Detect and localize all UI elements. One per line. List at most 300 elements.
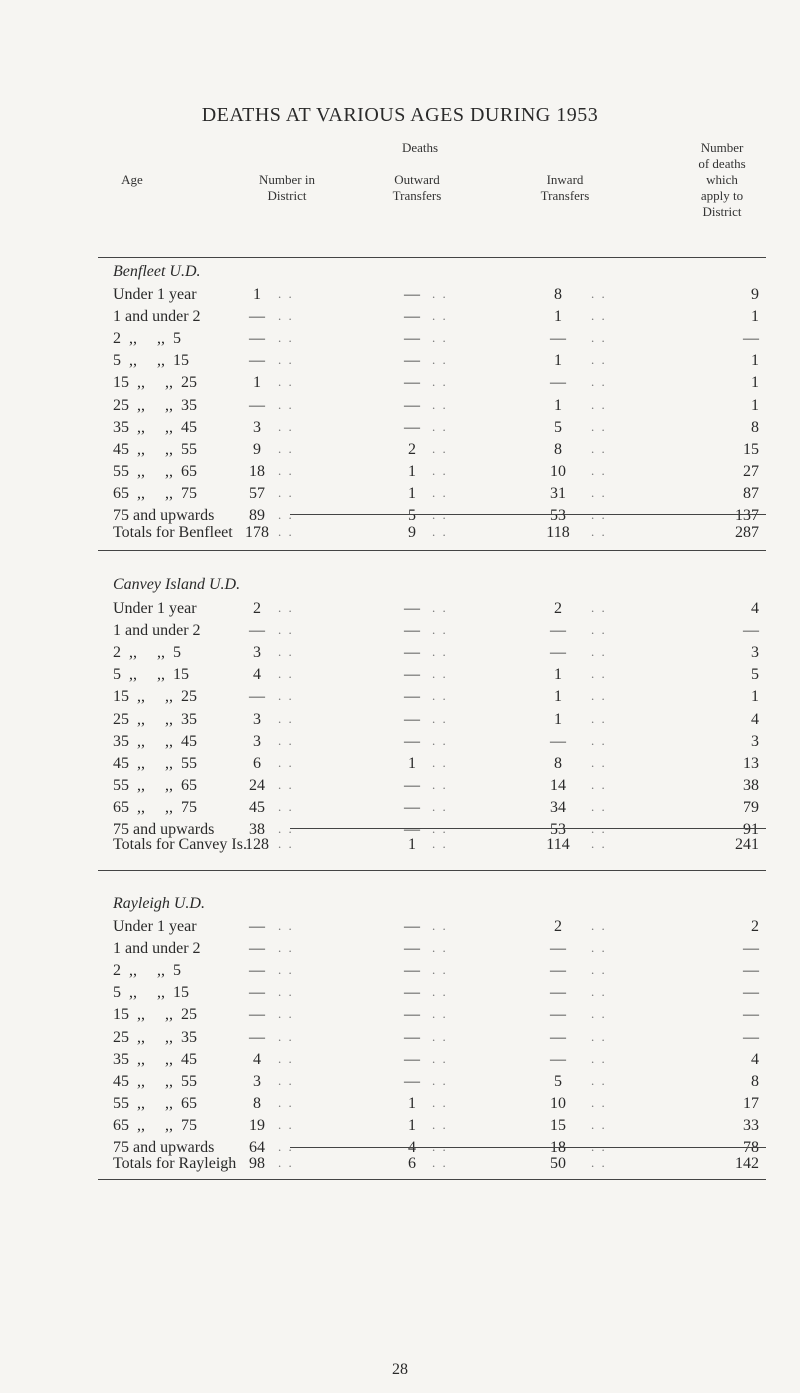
inward-transfers-cell: — [550, 1051, 566, 1068]
outward-transfers-cell: — [404, 352, 420, 369]
leader-dots: . . [591, 1051, 607, 1066]
outward-transfers-cell: — [404, 984, 420, 1001]
totals-rule [290, 828, 766, 829]
number-in-district-cell: 24 [249, 777, 265, 794]
table-row [0, 688, 800, 710]
number-in-district-cell: 1 [253, 286, 261, 303]
number-in-district-cell: — [249, 962, 265, 979]
age-label: Under 1 year [113, 918, 197, 935]
deaths-apply-to-district-cell: 38 [743, 777, 759, 794]
table-row [0, 1073, 800, 1095]
deaths-apply-to-district-cell: 8 [751, 419, 759, 436]
leader-dots: . . [591, 733, 607, 748]
table-row [0, 755, 800, 777]
leader-dots: . . [278, 777, 294, 792]
age-label: 35 ,, ,, 45 [113, 1051, 197, 1068]
number-in-district-cell: 3 [253, 1073, 261, 1090]
inward-transfers-cell: 34 [550, 799, 566, 816]
table-row [0, 940, 800, 962]
leader-dots: . . [432, 1139, 448, 1154]
inward-transfers-cell: — [550, 940, 566, 957]
deaths-apply-to-district-cell: — [743, 962, 759, 979]
outward-transfers-cell: 9 [408, 524, 416, 541]
age-label: 55 ,, ,, 65 [113, 777, 197, 794]
deaths-apply-to-district-cell: 4 [751, 600, 759, 617]
header-line: Number [700, 140, 744, 155]
inward-transfers-cell: 8 [554, 441, 562, 458]
inward-transfers-cell: — [550, 644, 566, 661]
outward-transfers-cell: — [404, 688, 420, 705]
leader-dots: . . [591, 962, 607, 977]
inward-transfers-cell: 2 [554, 918, 562, 935]
leader-dots: . . [278, 286, 294, 301]
number-in-district-cell: — [249, 352, 265, 369]
number-in-district-cell: 64 [249, 1139, 265, 1156]
leader-dots: . . [591, 524, 607, 539]
table-row [0, 777, 800, 799]
leader-dots: . . [591, 286, 607, 301]
leader-dots: . . [432, 1029, 448, 1044]
leader-dots: . . [591, 1073, 607, 1088]
header-line: District [267, 188, 307, 203]
table-row [0, 600, 800, 622]
totals-label: Totals for Rayleigh [113, 1155, 237, 1172]
leader-dots: . . [278, 836, 294, 851]
age-label: 15 ,, ,, 25 [113, 1006, 197, 1023]
deaths-apply-to-district-cell: — [743, 940, 759, 957]
age-label: 45 ,, ,, 55 [113, 755, 197, 772]
number-in-district-cell: 4 [253, 1051, 261, 1068]
leader-dots: . . [432, 330, 448, 345]
header-line: Number in [259, 172, 315, 187]
number-in-district-cell: 4 [253, 666, 261, 683]
section-rule [98, 550, 766, 551]
inward-transfers-cell: — [550, 733, 566, 750]
leader-dots: . . [278, 1073, 294, 1088]
leader-dots: . . [432, 286, 448, 301]
totals-label: Totals for Benfleet [113, 524, 233, 541]
leader-dots: . . [591, 1006, 607, 1021]
inward-transfers-cell: 10 [550, 463, 566, 480]
age-label: 2 ,, ,, 5 [113, 644, 181, 661]
totals-row [0, 524, 800, 546]
leader-dots: . . [278, 352, 294, 367]
deaths-apply-to-district-cell: 1 [751, 352, 759, 369]
table-row [0, 286, 800, 308]
number-in-district-cell: 1 [253, 374, 261, 391]
leader-dots: . . [432, 524, 448, 539]
leader-dots: . . [278, 600, 294, 615]
table-row [0, 918, 800, 940]
totals-label: Totals for Canvey Is. [113, 836, 247, 853]
leader-dots: . . [591, 918, 607, 933]
deaths-apply-to-district-cell: 9 [751, 286, 759, 303]
number-in-district-cell: 8 [253, 1095, 261, 1112]
age-label: 1 and under 2 [113, 622, 201, 639]
leader-dots: . . [591, 622, 607, 637]
deaths-apply-to-district-cell: 87 [743, 485, 759, 502]
age-label: 75 and upwards [113, 821, 215, 838]
leader-dots: . . [278, 755, 294, 770]
leader-dots: . . [432, 777, 448, 792]
leader-dots: . . [591, 799, 607, 814]
table-row [0, 1095, 800, 1117]
number-in-district-cell: 19 [249, 1117, 265, 1134]
leader-dots: . . [278, 688, 294, 703]
number-in-district-cell: — [249, 688, 265, 705]
inward-transfers-cell: 14 [550, 777, 566, 794]
leader-dots: . . [432, 836, 448, 851]
outward-transfers-cell: — [404, 308, 420, 325]
deaths-apply-to-district-cell: — [743, 330, 759, 347]
outward-transfers-cell: — [404, 821, 420, 838]
deaths-apply-to-district-cell: 15 [743, 441, 759, 458]
number-in-district-cell: — [249, 984, 265, 1001]
table-row [0, 419, 800, 441]
deaths-apply-to-district-cell: 17 [743, 1095, 759, 1112]
age-label: 25 ,, ,, 35 [113, 397, 197, 414]
table-row [0, 374, 800, 396]
totals-rule [290, 514, 766, 515]
number-in-district-cell: — [249, 1006, 265, 1023]
leader-dots: . . [278, 485, 294, 500]
section-title: Rayleigh U.D. [113, 895, 205, 912]
leader-dots: . . [432, 962, 448, 977]
leader-dots: . . [278, 308, 294, 323]
age-label: Under 1 year [113, 286, 197, 303]
leader-dots: . . [278, 1095, 294, 1110]
leader-dots: . . [591, 308, 607, 323]
leader-dots: . . [591, 1155, 607, 1170]
age-label: 45 ,, ,, 55 [113, 1073, 197, 1090]
header-inward-transfers [515, 172, 615, 204]
leader-dots: . . [432, 463, 448, 478]
outward-transfers-cell: 5 [408, 507, 416, 524]
table-row [0, 1117, 800, 1139]
header-number-in-district [237, 172, 337, 204]
leader-dots: . . [432, 441, 448, 456]
deaths-apply-to-district-cell: 79 [743, 799, 759, 816]
section-title: Canvey Island U.D. [113, 576, 241, 593]
age-label: 75 and upwards [113, 1139, 215, 1156]
leader-dots: . . [432, 1095, 448, 1110]
number-in-district-cell: 3 [253, 711, 261, 728]
outward-transfers-cell: — [404, 1029, 420, 1046]
outward-transfers-cell: — [404, 1051, 420, 1068]
leader-dots: . . [432, 1051, 448, 1066]
leader-dots: . . [432, 799, 448, 814]
number-in-district-cell: — [249, 1029, 265, 1046]
outward-transfers-cell: 2 [408, 441, 416, 458]
age-label: 45 ,, ,, 55 [113, 441, 197, 458]
outward-transfers-cell: — [404, 733, 420, 750]
header-line: Inward [546, 172, 584, 187]
number-in-district-cell: 178 [245, 524, 269, 541]
inward-transfers-cell: 5 [554, 1073, 562, 1090]
header-line: Outward [394, 172, 440, 187]
leader-dots: . . [278, 330, 294, 345]
age-label: 2 ,, ,, 5 [113, 962, 181, 979]
inward-transfers-cell: 10 [550, 1095, 566, 1112]
leader-dots: . . [591, 441, 607, 456]
number-in-district-cell: 6 [253, 755, 261, 772]
leader-dots: . . [278, 441, 294, 456]
leader-dots: . . [278, 1117, 294, 1132]
inward-transfers-cell: 8 [554, 755, 562, 772]
outward-transfers-cell: 6 [408, 1155, 416, 1172]
table-row [0, 984, 800, 1006]
inward-transfers-cell: 1 [554, 397, 562, 414]
leader-dots: . . [591, 419, 607, 434]
deaths-apply-to-district-cell: 8 [751, 1073, 759, 1090]
header-line: apply to [700, 188, 744, 203]
age-label: 75 and upwards [113, 507, 215, 524]
inward-transfers-cell: — [550, 962, 566, 979]
leader-dots: . . [278, 962, 294, 977]
outward-transfers-cell: — [404, 622, 420, 639]
deaths-apply-to-district-cell: 33 [743, 1117, 759, 1134]
inward-transfers-cell: — [550, 330, 566, 347]
table-row [0, 962, 800, 984]
outward-transfers-cell: 4 [408, 1139, 416, 1156]
leader-dots: . . [278, 918, 294, 933]
age-label: Under 1 year [113, 600, 197, 617]
inward-transfers-cell: 50 [550, 1155, 566, 1172]
outward-transfers-cell: 1 [408, 485, 416, 502]
number-in-district-cell: — [249, 918, 265, 935]
leader-dots: . . [432, 940, 448, 955]
outward-transfers-cell: — [404, 397, 420, 414]
table-title: DEATHS AT VARIOUS AGES DURING 1953 [201, 104, 599, 126]
outward-transfers-cell: — [404, 600, 420, 617]
outward-transfers-cell: 1 [408, 1117, 416, 1134]
leader-dots: . . [432, 733, 448, 748]
leader-dots: . . [591, 755, 607, 770]
age-label: 65 ,, ,, 75 [113, 1117, 197, 1134]
outward-transfers-cell: — [404, 666, 420, 683]
table-row [0, 485, 800, 507]
number-in-district-cell: 9 [253, 441, 261, 458]
number-in-district-cell: — [249, 940, 265, 957]
leader-dots: . . [278, 666, 294, 681]
leader-dots: . . [432, 1117, 448, 1132]
age-label: 35 ,, ,, 45 [113, 419, 197, 436]
leader-dots: . . [591, 821, 607, 836]
outward-transfers-cell: — [404, 799, 420, 816]
inward-transfers-cell: 1 [554, 666, 562, 683]
leader-dots: . . [278, 622, 294, 637]
leader-dots: . . [278, 524, 294, 539]
header-outward-transfers [362, 172, 472, 204]
number-in-district-cell: 38 [249, 821, 265, 838]
number-in-district-cell: 45 [249, 799, 265, 816]
header-age: Age [121, 172, 143, 187]
inward-transfers-cell: — [550, 984, 566, 1001]
leader-dots: . . [591, 600, 607, 615]
totals-row [0, 1155, 800, 1177]
inward-transfers-cell: 1 [554, 352, 562, 369]
leader-dots: . . [591, 777, 607, 792]
section-rule [98, 870, 766, 871]
leader-dots: . . [278, 507, 294, 522]
age-label: 5 ,, ,, 15 [113, 352, 189, 369]
table-row [0, 441, 800, 463]
inward-transfers-cell: 1 [554, 688, 562, 705]
leader-dots: . . [432, 1006, 448, 1021]
table-row [0, 1029, 800, 1051]
leader-dots: . . [432, 419, 448, 434]
leader-dots: . . [432, 308, 448, 323]
leader-dots: . . [432, 1155, 448, 1170]
totals-row [0, 836, 800, 858]
outward-transfers-cell: 1 [408, 463, 416, 480]
header-number-apply [662, 140, 782, 220]
leader-dots: . . [432, 600, 448, 615]
leader-dots: . . [432, 918, 448, 933]
leader-dots: . . [278, 1155, 294, 1170]
outward-transfers-cell: — [404, 419, 420, 436]
age-label: 55 ,, ,, 65 [113, 463, 197, 480]
age-label: 65 ,, ,, 75 [113, 799, 197, 816]
header-line: District [702, 204, 742, 219]
inward-transfers-cell: 5 [554, 419, 562, 436]
leader-dots: . . [278, 644, 294, 659]
number-in-district-cell: 2 [253, 600, 261, 617]
inward-transfers-cell: — [550, 1006, 566, 1023]
deaths-apply-to-district-cell: 137 [735, 507, 759, 524]
deaths-apply-to-district-cell: 1 [751, 397, 759, 414]
age-label: 25 ,, ,, 35 [113, 1029, 197, 1046]
inward-transfers-cell: — [550, 1029, 566, 1046]
leader-dots: . . [432, 755, 448, 770]
deaths-apply-to-district-cell: 3 [751, 644, 759, 661]
header-rule [98, 257, 766, 258]
inward-transfers-cell: 8 [554, 286, 562, 303]
number-in-district-cell: 98 [249, 1155, 265, 1172]
header-line: of deaths [698, 156, 746, 171]
leader-dots: . . [591, 374, 607, 389]
leader-dots: . . [591, 836, 607, 851]
deaths-apply-to-district-cell: 4 [751, 711, 759, 728]
inward-transfers-cell: 1 [554, 711, 562, 728]
deaths-apply-to-district-cell: 287 [735, 524, 759, 541]
outward-transfers-cell: — [404, 644, 420, 661]
leader-dots: . . [278, 1051, 294, 1066]
leader-dots: . . [591, 397, 607, 412]
table-row [0, 644, 800, 666]
outward-transfers-cell: 1 [408, 1095, 416, 1112]
age-label: 65 ,, ,, 75 [113, 485, 197, 502]
deaths-apply-to-district-cell: 78 [743, 1139, 759, 1156]
inward-transfers-cell: 18 [550, 1139, 566, 1156]
inward-transfers-cell: 114 [546, 836, 570, 853]
age-label: 5 ,, ,, 15 [113, 984, 189, 1001]
outward-transfers-cell: — [404, 918, 420, 935]
leader-dots: . . [278, 733, 294, 748]
leader-dots: . . [432, 622, 448, 637]
inward-transfers-cell: 1 [554, 308, 562, 325]
leader-dots: . . [591, 711, 607, 726]
leader-dots: . . [591, 485, 607, 500]
leader-dots: . . [591, 984, 607, 999]
leader-dots: . . [278, 374, 294, 389]
table-row [0, 463, 800, 485]
leader-dots: . . [278, 821, 294, 836]
age-label: 25 ,, ,, 35 [113, 711, 197, 728]
leader-dots: . . [278, 419, 294, 434]
table-row [0, 711, 800, 733]
header-line: which [706, 172, 738, 187]
leader-dots: . . [432, 984, 448, 999]
leader-dots: . . [591, 1095, 607, 1110]
outward-transfers-cell: 1 [408, 836, 416, 853]
inward-transfers-cell: 15 [550, 1117, 566, 1134]
number-in-district-cell: 128 [245, 836, 269, 853]
outward-transfers-cell: — [404, 711, 420, 728]
table-row [0, 1006, 800, 1028]
number-in-district-cell: — [249, 330, 265, 347]
number-in-district-cell: 89 [249, 507, 265, 524]
leader-dots: . . [591, 940, 607, 955]
deaths-apply-to-district-cell: 1 [751, 374, 759, 391]
leader-dots: . . [591, 1117, 607, 1132]
leader-dots: . . [432, 397, 448, 412]
header-line: Transfers [540, 188, 590, 203]
leader-dots: . . [432, 821, 448, 836]
section-title: Benfleet U.D. [113, 263, 201, 280]
totals-rule [290, 1147, 766, 1148]
deaths-apply-to-district-cell: 2 [751, 918, 759, 935]
leader-dots: . . [432, 507, 448, 522]
number-in-district-cell: 3 [253, 419, 261, 436]
outward-transfers-cell: — [404, 330, 420, 347]
inward-transfers-cell: 53 [550, 507, 566, 524]
leader-dots: . . [432, 1073, 448, 1088]
outward-transfers-cell: — [404, 1006, 420, 1023]
page-number: 28 [392, 1361, 408, 1378]
deaths-apply-to-district-cell: 1 [751, 688, 759, 705]
table-row [0, 308, 800, 330]
leader-dots: . . [432, 688, 448, 703]
outward-transfers-cell: 1 [408, 755, 416, 772]
table-row [0, 352, 800, 374]
table-row [0, 733, 800, 755]
leader-dots: . . [432, 666, 448, 681]
inward-transfers-cell: 118 [546, 524, 570, 541]
age-label: 5 ,, ,, 15 [113, 666, 189, 683]
number-in-district-cell: — [249, 622, 265, 639]
number-in-district-cell: 3 [253, 733, 261, 750]
leader-dots: . . [432, 644, 448, 659]
deaths-apply-to-district-cell: 13 [743, 755, 759, 772]
leader-dots: . . [278, 463, 294, 478]
leader-dots: . . [432, 352, 448, 367]
table-row [0, 622, 800, 644]
inward-transfers-cell: 53 [550, 821, 566, 838]
deaths-apply-to-district-cell: 1 [751, 308, 759, 325]
age-label: 55 ,, ,, 65 [113, 1095, 197, 1112]
age-label: 15 ,, ,, 25 [113, 374, 197, 391]
leader-dots: . . [278, 799, 294, 814]
leader-dots: . . [278, 940, 294, 955]
deaths-apply-to-district-cell: 27 [743, 463, 759, 480]
leader-dots: . . [591, 688, 607, 703]
deaths-apply-to-district-cell: — [743, 1006, 759, 1023]
leader-dots: . . [591, 644, 607, 659]
age-label: 35 ,, ,, 45 [113, 733, 197, 750]
outward-transfers-cell: — [404, 777, 420, 794]
deaths-apply-to-district-cell: 241 [735, 836, 759, 853]
